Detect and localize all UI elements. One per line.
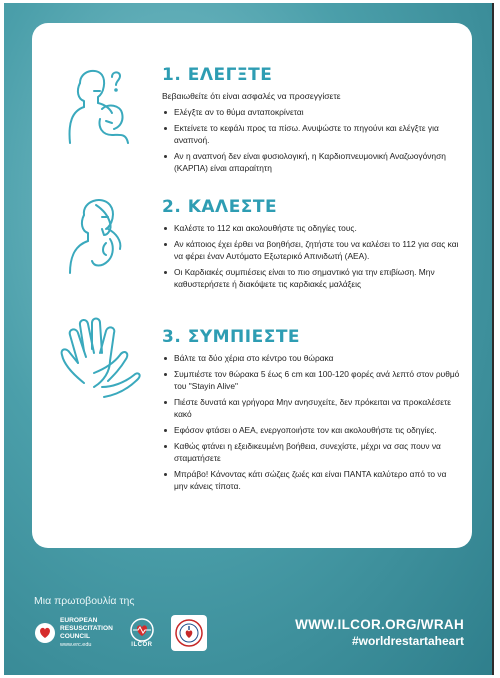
step3-heading: 3. ΣΥΜΠΙΕΣΤΕ xyxy=(162,327,301,347)
ilcor-label: ILCOR xyxy=(131,642,153,648)
step2-list xyxy=(162,222,462,291)
erc-name-line1: EUROPEAN xyxy=(60,617,98,624)
step1-heading: 1. ΕΛΕΓΞΤΕ xyxy=(162,65,273,85)
ilcor-logo xyxy=(127,618,157,648)
ilcor-heart-icon xyxy=(127,618,157,642)
step2-heading: 2. ΚΑΛΕΣΤΕ xyxy=(162,197,278,217)
list-item: Πιέστε δυνατά και γρήγορα Μην ανησυχείτε, δεν πρόκειται να προκαλέσετε κακό xyxy=(162,396,462,421)
erc-name-line2: RESUSCITATION xyxy=(60,625,113,632)
poster xyxy=(4,3,494,675)
step1-intro: Βεβαιωθείτε ότι είναι ασφαλές να προσεγγίσετε xyxy=(162,91,341,101)
erc-name-line3: COUNCIL xyxy=(60,633,91,640)
list-item: Συμπιέστε τον θώρακα 5 έως 6 cm και 100-120 φορές ανά λεπτό στον ρυθμό του "Stayin Alive" xyxy=(162,368,462,393)
instructions-card xyxy=(32,23,472,548)
hands-compression-icon xyxy=(54,313,144,403)
initiative-label: Μια πρωτοβουλία της xyxy=(34,595,135,607)
list-item: Αν η αναπνοή δεν είναι φυσιολογική, η Καρδιοπνευμονική Αναζωογόνηση (ΚΑΡΠΑ) είναι απαραίτητη xyxy=(162,150,462,175)
list-item: Καθώς φτάνει η εξειδικευμένη βοήθεια, συνεχίστε, μέχρι να σας πουν να σταματήσετε xyxy=(162,440,462,465)
erc-logo xyxy=(34,617,113,649)
phone-call-icon xyxy=(62,189,142,279)
list-item: Ελέγξτε αν το θύμα ανταποκρίνεται xyxy=(162,106,462,119)
seal-icon xyxy=(174,618,204,648)
footer-campaign xyxy=(295,617,464,648)
footer-partners xyxy=(34,595,207,651)
erc-heart-icon xyxy=(34,622,56,644)
partner-logos xyxy=(34,615,207,651)
check-breathing-icon xyxy=(62,61,142,151)
step3-list xyxy=(162,352,462,493)
step1-list xyxy=(162,106,462,175)
list-item: Εφόσον φτάσει ο ΑΕΑ, ενεργοποιήστε τον και ακολουθήστε τις οδηγίες. xyxy=(162,424,462,437)
list-item: Καλέστε το 112 και ακολουθήστε τις οδηγίες τους. xyxy=(162,222,462,235)
campaign-url[interactable]: WWW.ILCOR.ORG/WRAH xyxy=(295,617,464,632)
partner-seal-logo xyxy=(171,615,207,651)
list-item: Βάλτε τα δύο χέρια στο κέντρο του θώρακα xyxy=(162,352,462,365)
list-item: Μπράβο! Κάνοντας κάτι σώζεις ζωές και είναι ΠΑΝΤΑ καλύτερο από το να μην κάνεις τίποτα. xyxy=(162,468,462,493)
erc-url: www.erc.edu xyxy=(60,642,92,648)
list-item: Οι Καρδιακές συμπιέσεις είναι το πιο σημαντικό για την επιβίωση. Μην καθυστερήσετε ή διακόψετε τις καρδιακές μαλάξεις xyxy=(162,266,462,291)
list-item: Εκτείνετε το κεφάλι προς τα πίσω. Ανυψώστε το πηγούνι και ελέγξτε για αναπνοή. xyxy=(162,122,462,147)
campaign-hashtag: #worldrestartaheart xyxy=(351,634,464,648)
list-item: Αν κάποιος έχει έρθει να βοηθήσει, ζητήστε του να καλέσει το 112 για σας και να φέρει έναν Αυτόματο Εξωτερικό Απινιδωτή (ΑΕΑ). xyxy=(162,238,462,263)
